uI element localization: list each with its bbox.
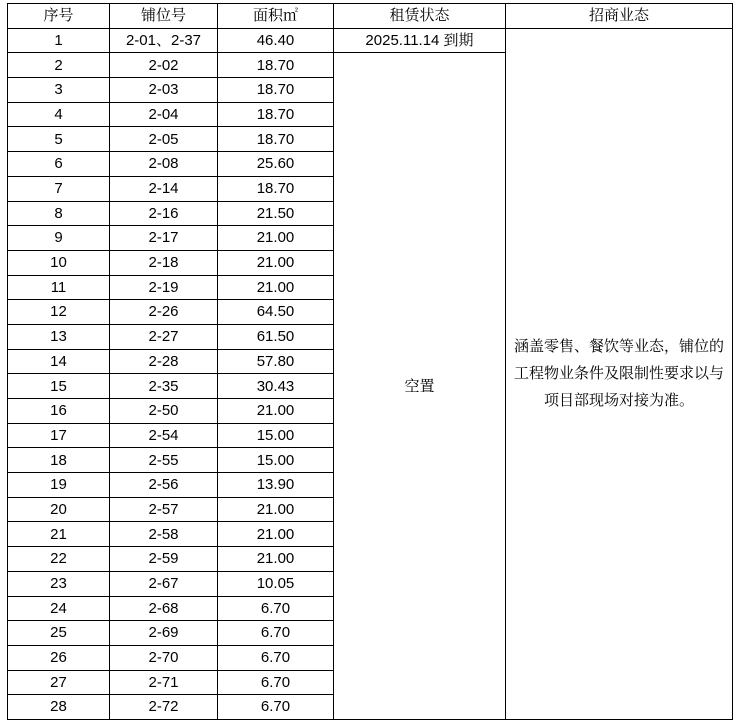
cell-shop-number: 2-55 [110,448,218,473]
cell-index: 16 [8,399,110,424]
cell-area: 13.90 [218,473,334,498]
cell-shop-number: 2-59 [110,547,218,572]
cell-index: 2 [8,53,110,78]
cell-index: 1 [8,28,110,53]
cell-shop-number: 2-08 [110,152,218,177]
cell-index: 27 [8,670,110,695]
cell-area: 21.00 [218,522,334,547]
cell-area: 18.70 [218,102,334,127]
cell-area: 21.00 [218,250,334,275]
table-row [8,28,733,53]
cell-index: 14 [8,349,110,374]
cell-shop-number: 2-17 [110,226,218,251]
cell-shop-number: 2-54 [110,423,218,448]
cell-area: 21.50 [218,201,334,226]
cell-lease-expiry: 2025.11.14 到期 [334,28,506,53]
cell-index: 3 [8,78,110,103]
cell-shop-number: 2-16 [110,201,218,226]
cell-area: 15.00 [218,423,334,448]
cell-shop-number: 2-57 [110,497,218,522]
cell-index: 15 [8,374,110,399]
cell-shop-number: 2-71 [110,670,218,695]
cell-area: 21.00 [218,547,334,572]
cell-index: 24 [8,596,110,621]
cell-index: 23 [8,571,110,596]
cell-index: 4 [8,102,110,127]
cell-index: 19 [8,473,110,498]
cell-shop-number: 2-26 [110,300,218,325]
cell-area: 18.70 [218,78,334,103]
cell-shop-number: 2-05 [110,127,218,152]
cell-area: 6.70 [218,695,334,720]
cell-index: 21 [8,522,110,547]
cell-shop-number: 2-58 [110,522,218,547]
cell-lease-vacant: 空置 [334,53,506,720]
shop-listing-table [7,3,733,720]
cell-shop-number: 2-28 [110,349,218,374]
cell-shop-number: 2-72 [110,695,218,720]
cell-area: 6.70 [218,596,334,621]
cell-area: 18.70 [218,53,334,78]
cell-shop-number: 2-03 [110,78,218,103]
cell-index: 10 [8,250,110,275]
cell-shop-number: 2-56 [110,473,218,498]
cell-index: 9 [8,226,110,251]
cell-shop-number: 2-02 [110,53,218,78]
cell-area: 21.00 [218,226,334,251]
cell-shop-number: 2-69 [110,621,218,646]
cell-area: 21.00 [218,399,334,424]
cell-area: 6.70 [218,645,334,670]
cell-index: 28 [8,695,110,720]
cell-area: 6.70 [218,621,334,646]
cell-area: 30.43 [218,374,334,399]
cell-area: 64.50 [218,300,334,325]
header-lease-status: 租赁状态 [334,4,506,29]
cell-index: 26 [8,645,110,670]
cell-area: 15.00 [218,448,334,473]
cell-area: 10.05 [218,571,334,596]
cell-shop-number: 2-67 [110,571,218,596]
cell-index: 6 [8,152,110,177]
cell-index: 17 [8,423,110,448]
cell-index: 25 [8,621,110,646]
cell-area: 21.00 [218,497,334,522]
cell-area: 57.80 [218,349,334,374]
cell-area: 6.70 [218,670,334,695]
cell-index: 12 [8,300,110,325]
cell-shop-number: 2-01、2-37 [110,28,218,53]
cell-index: 22 [8,547,110,572]
cell-shop-number: 2-70 [110,645,218,670]
cell-shop-number: 2-35 [110,374,218,399]
cell-index: 20 [8,497,110,522]
cell-index: 11 [8,275,110,300]
cell-area: 46.40 [218,28,334,53]
cell-business-note: 涵盖零售、餐饮等业态，铺位的工程物业条件及限制性要求以与项目部现场对接为准。 [506,28,733,719]
cell-shop-number: 2-68 [110,596,218,621]
cell-shop-number: 2-18 [110,250,218,275]
cell-shop-number: 2-50 [110,399,218,424]
cell-area: 25.60 [218,152,334,177]
table-body [8,28,733,719]
header-area: 面积㎡ [218,4,334,29]
header-index: 序号 [8,4,110,29]
cell-shop-number: 2-14 [110,176,218,201]
header-business-type: 招商业态 [506,4,733,29]
cell-area: 18.70 [218,127,334,152]
cell-index: 13 [8,324,110,349]
cell-index: 5 [8,127,110,152]
header-shop-number: 铺位号 [110,4,218,29]
cell-area: 21.00 [218,275,334,300]
cell-shop-number: 2-19 [110,275,218,300]
cell-area: 18.70 [218,176,334,201]
cell-index: 18 [8,448,110,473]
cell-shop-number: 2-27 [110,324,218,349]
cell-area: 61.50 [218,324,334,349]
cell-shop-number: 2-04 [110,102,218,127]
header-row [8,4,733,29]
cell-index: 8 [8,201,110,226]
cell-index: 7 [8,176,110,201]
